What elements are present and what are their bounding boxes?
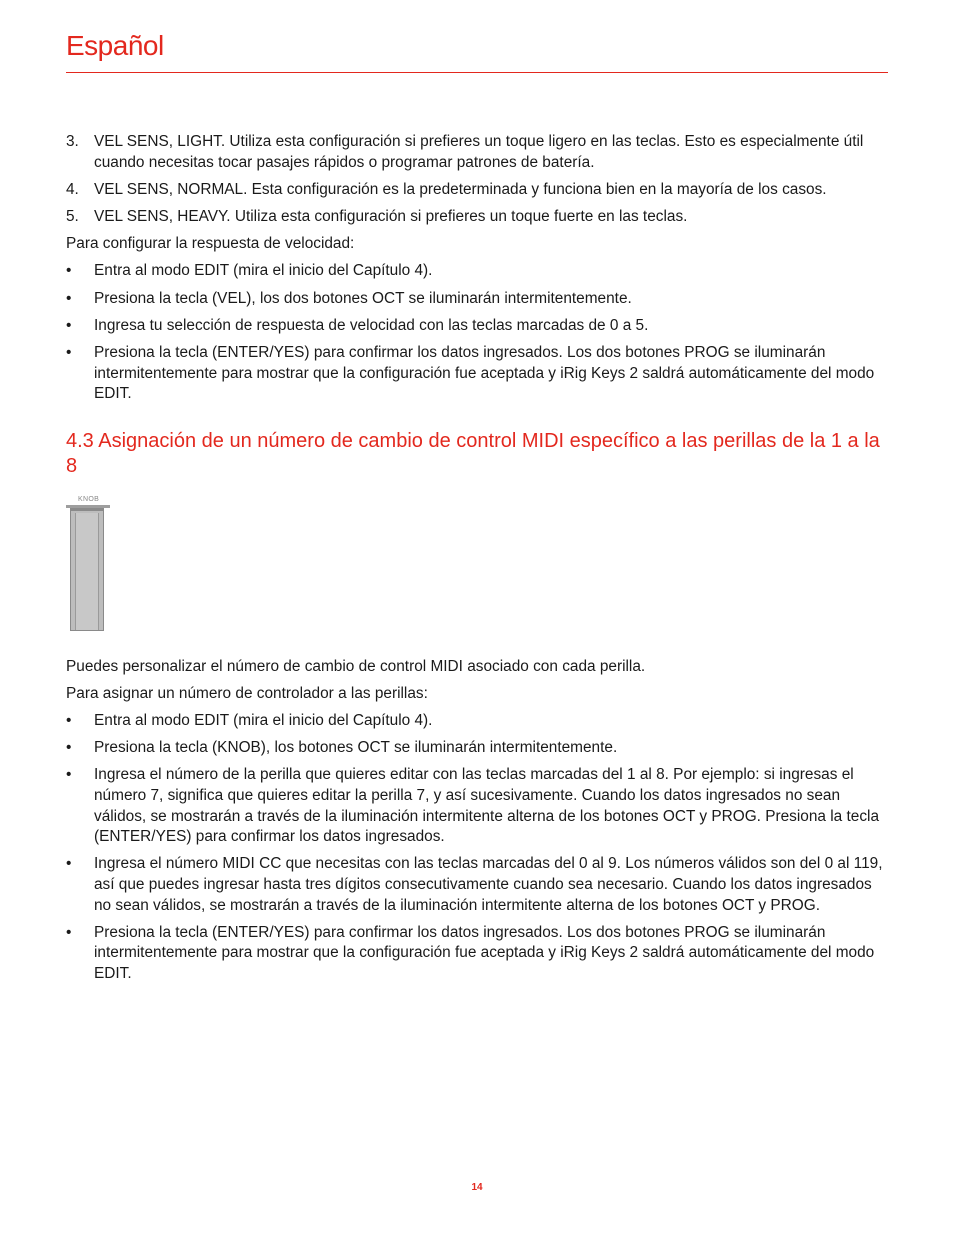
list-marker: 3. (66, 133, 79, 150)
bullet-marker: • (66, 739, 72, 757)
list-item (66, 765, 888, 847)
list-item (66, 854, 888, 916)
section-heading: 4.3 Asignación de un número de cambio de control MIDI específico a las perillas de la 1 a la 8 (66, 429, 880, 478)
list-item (66, 343, 888, 405)
list-item (66, 207, 888, 228)
list-item (66, 923, 888, 985)
list-item-text: VEL SENS, NORMAL. Esta configuración es la predeterminada y funciona bien en la mayoría de los casos. (94, 180, 827, 198)
list-item-text: Entra al modo EDIT (mira el inicio del Capítulo 4). (94, 262, 433, 280)
list-item-text: Presiona la tecla (ENTER/YES) para confirmar los datos ingresados. Los dos botones PROG se iluminarán intermitentemente para mostrar que la configuración fue aceptada y iRig Keys 2 saldrá automáticamente del modo EDIT. (94, 923, 875, 982)
list-item (66, 738, 888, 759)
velocity-steps-list (66, 261, 888, 404)
list-item-text: VEL SENS, LIGHT. Utiliza esta configuración si prefieres un toque ligero en las teclas. Esto es especialmente útil cuando necesitas tocar pasajes rápidos o programar patrones de batería. (94, 133, 864, 171)
velocity-intro-paragraph: Para configurar la respuesta de velocidad: (66, 235, 355, 253)
knob-steps-intro: Para asignar un número de controlador a las perillas: (66, 684, 428, 702)
document-body (66, 132, 888, 991)
list-marker: 4. (66, 180, 79, 198)
list-item-text: Ingresa el número de la perilla que quieres editar con las teclas marcadas del 1 al 8. Por ejemplo: si ingresas el número 7, significa que quieres editar la perilla 7, y así sucesivamente. Cuando los datos ingresados no sean válidos, se mostrarán a través de la iluminación intermitente alterna de los botones OCT y PROG. Presiona la tecla (ENTER/YES) para confirmar los datos ingresados. (94, 766, 880, 846)
list-item-text: Ingresa el número MIDI CC que necesitas con las teclas marcadas del 0 al 9. Los números válidos son del 0 al 119, así que puedes ingresar hasta tres dígitos consecutivamente cuando sea necesario. Cuando los datos ingresados no sean válidos, se mostrarán a través de la iluminación intermitente alterna de los botones OCT y PROG. (94, 855, 883, 914)
page-header-title: Español (66, 30, 164, 61)
list-item (66, 289, 888, 310)
knob-steps-list (66, 711, 888, 985)
list-item-text: Presiona la tecla (KNOB), los botones OCT se iluminarán intermitentemente. (94, 739, 618, 757)
list-item (66, 180, 888, 201)
velocity-options-list (66, 132, 888, 228)
list-item-text: Entra al modo EDIT (mira el inicio del Capítulo 4). (94, 712, 433, 730)
bullet-marker: • (66, 712, 72, 730)
knob-key-body (70, 508, 104, 631)
list-item (66, 132, 888, 173)
list-item-text: VEL SENS, HEAVY. Utiliza esta configuración si prefieres un toque fuerte en las teclas. (94, 207, 688, 225)
list-item (66, 261, 888, 282)
knob-key-label: KNOB (78, 495, 100, 503)
page-number: 14 (471, 1182, 483, 1193)
bullet-marker: • (66, 923, 72, 941)
knob-intro-paragraph: Puedes personalizar el número de cambio de control MIDI asociado con cada perilla. (66, 657, 646, 675)
list-item-text: Ingresa tu selección de respuesta de velocidad con las teclas marcadas de 0 a 5. (94, 316, 649, 334)
bullet-marker: • (66, 855, 72, 873)
list-item-text: Presiona la tecla (ENTER/YES) para confirmar los datos ingresados. Los dos botones PROG se iluminarán intermitentemente para mostrar que la configuración fue aceptada y iRig Keys 2 saldrá automáticamente del modo EDIT. (94, 343, 875, 403)
bullet-marker: • (66, 343, 72, 361)
header-divider (66, 72, 888, 73)
bullet-marker: • (66, 262, 72, 280)
bullet-marker: • (66, 289, 72, 307)
knob-key-face (75, 513, 99, 630)
list-item (66, 711, 888, 732)
knob-key-illustration (66, 496, 114, 641)
list-item-text: Presiona la tecla (VEL), los dos botones OCT se iluminarán intermitentemente. (94, 289, 632, 307)
list-item (66, 316, 888, 337)
bullet-marker: • (66, 766, 72, 784)
list-marker: 5. (66, 207, 79, 225)
bullet-marker: • (66, 316, 72, 334)
